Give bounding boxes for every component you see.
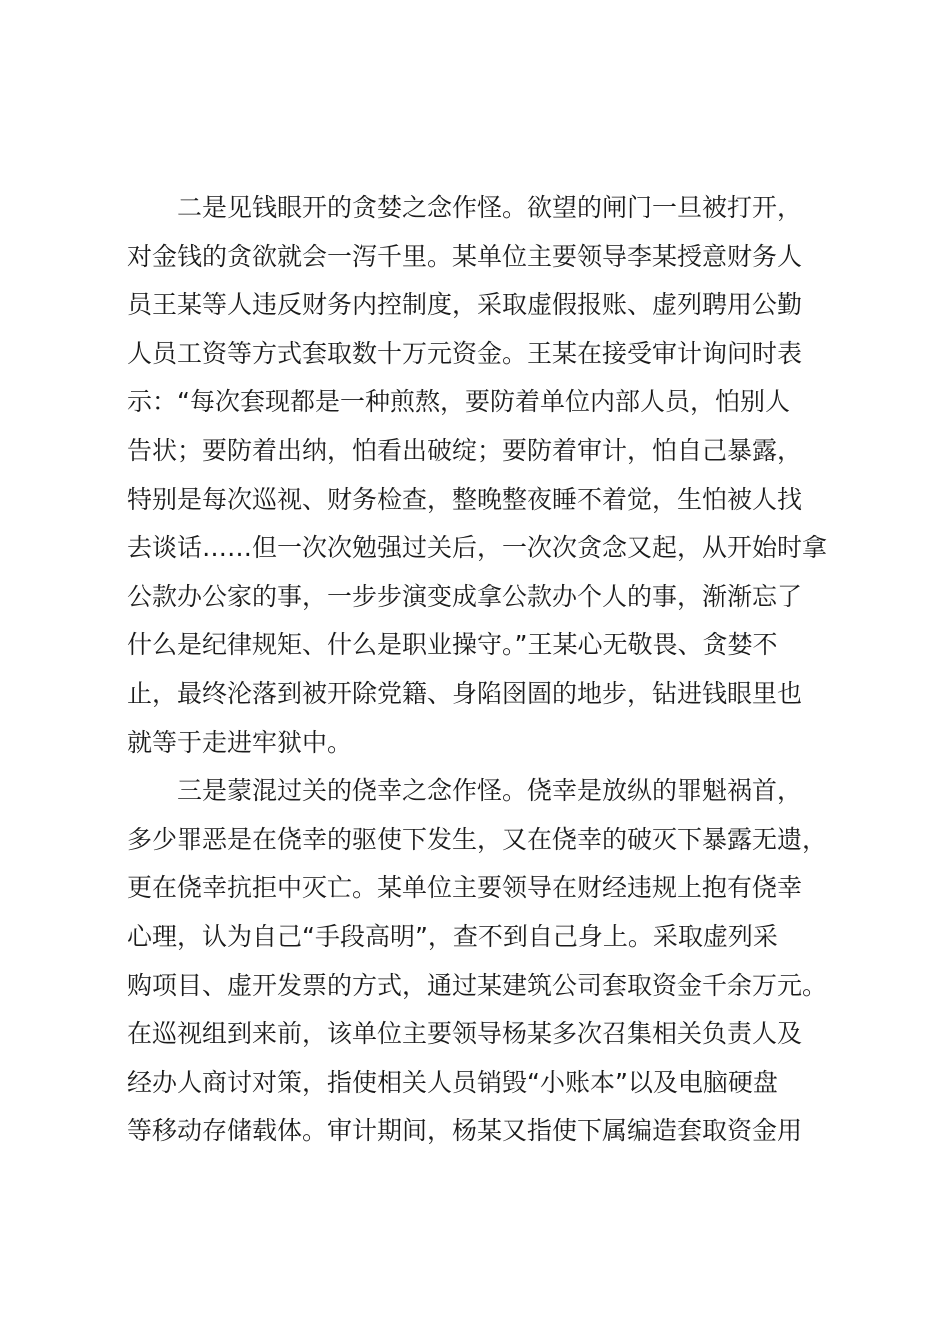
text-line: 就等于走进牢狱中。 [127,727,353,757]
text-line: 对金钱的贪欲就会一泻千里。某单位主要领导李某授意财务人 [127,241,803,271]
text-line: 员王某等人违反财务内控制度，采取虚假报账、虚列聘用公勤 [127,290,803,320]
text-line: 什么是纪律规矩、什么是职业操守。”王某心无敬畏、贪婪不 [127,630,778,660]
text-line: 购项目、虚开发票的方式，通过某建筑公司套取资金千余万元。 [127,970,828,1000]
text-line: 三是蒙混过关的侥幸之念作怪。侥幸是放纵的罪魁祸首， [177,776,803,806]
text-line: 止，最终沦落到被开除党籍、身陷囹圄的地步，钻进钱眼里也 [127,678,803,708]
text-line: 公款办公家的事，一步步演变成拿公款办个人的事，渐渐忘了 [127,581,803,611]
text-line: 人员工资等方式套取数十万元资金。王某在接受审计询问时表 [127,338,803,368]
text-line: 经办人商讨对策，指使相关人员销毁“小账本”以及电脑硬盘 [127,1067,778,1097]
text-line: 特别是每次巡视、财务检查，整晚整夜睡不着觉，生怕被人找 [127,484,803,514]
document-body [127,184,852,1156]
text-line: 等移动存储载体。审计期间，杨某又指使下属编造套取资金用 [127,1116,803,1146]
text-line: 告状；要防着出纳，怕看出破绽；要防着审计，怕自己暴露， [127,435,803,465]
text-line: 二是见钱眼开的贪婪之念作怪。欲望的闸门一旦被打开， [177,193,803,222]
paragraph-greed [127,184,852,767]
text-line: 去谈话……但一次次勉强过关后，一次次贪念又起，从开始时拿 [127,533,828,563]
text-line: 心理，认为自己“手段高明”，查不到自己身上。采取虚列采 [127,921,778,951]
text-line: 多少罪恶是在侥幸的驱使下发生，又在侥幸的破灭下暴露无遗， [127,824,828,854]
text-line: 示：“每次套现都是一种煎熬，要防着单位内部人员，怕别人 [127,387,790,417]
text-line: 更在侥幸抗拒中灭亡。某单位主要领导在财经违规上抱有侥幸 [127,873,803,903]
paragraph-luck [127,767,852,1156]
text-line: 在巡视组到来前，该单位主要领导杨某多次召集相关负责人及 [127,1019,803,1049]
